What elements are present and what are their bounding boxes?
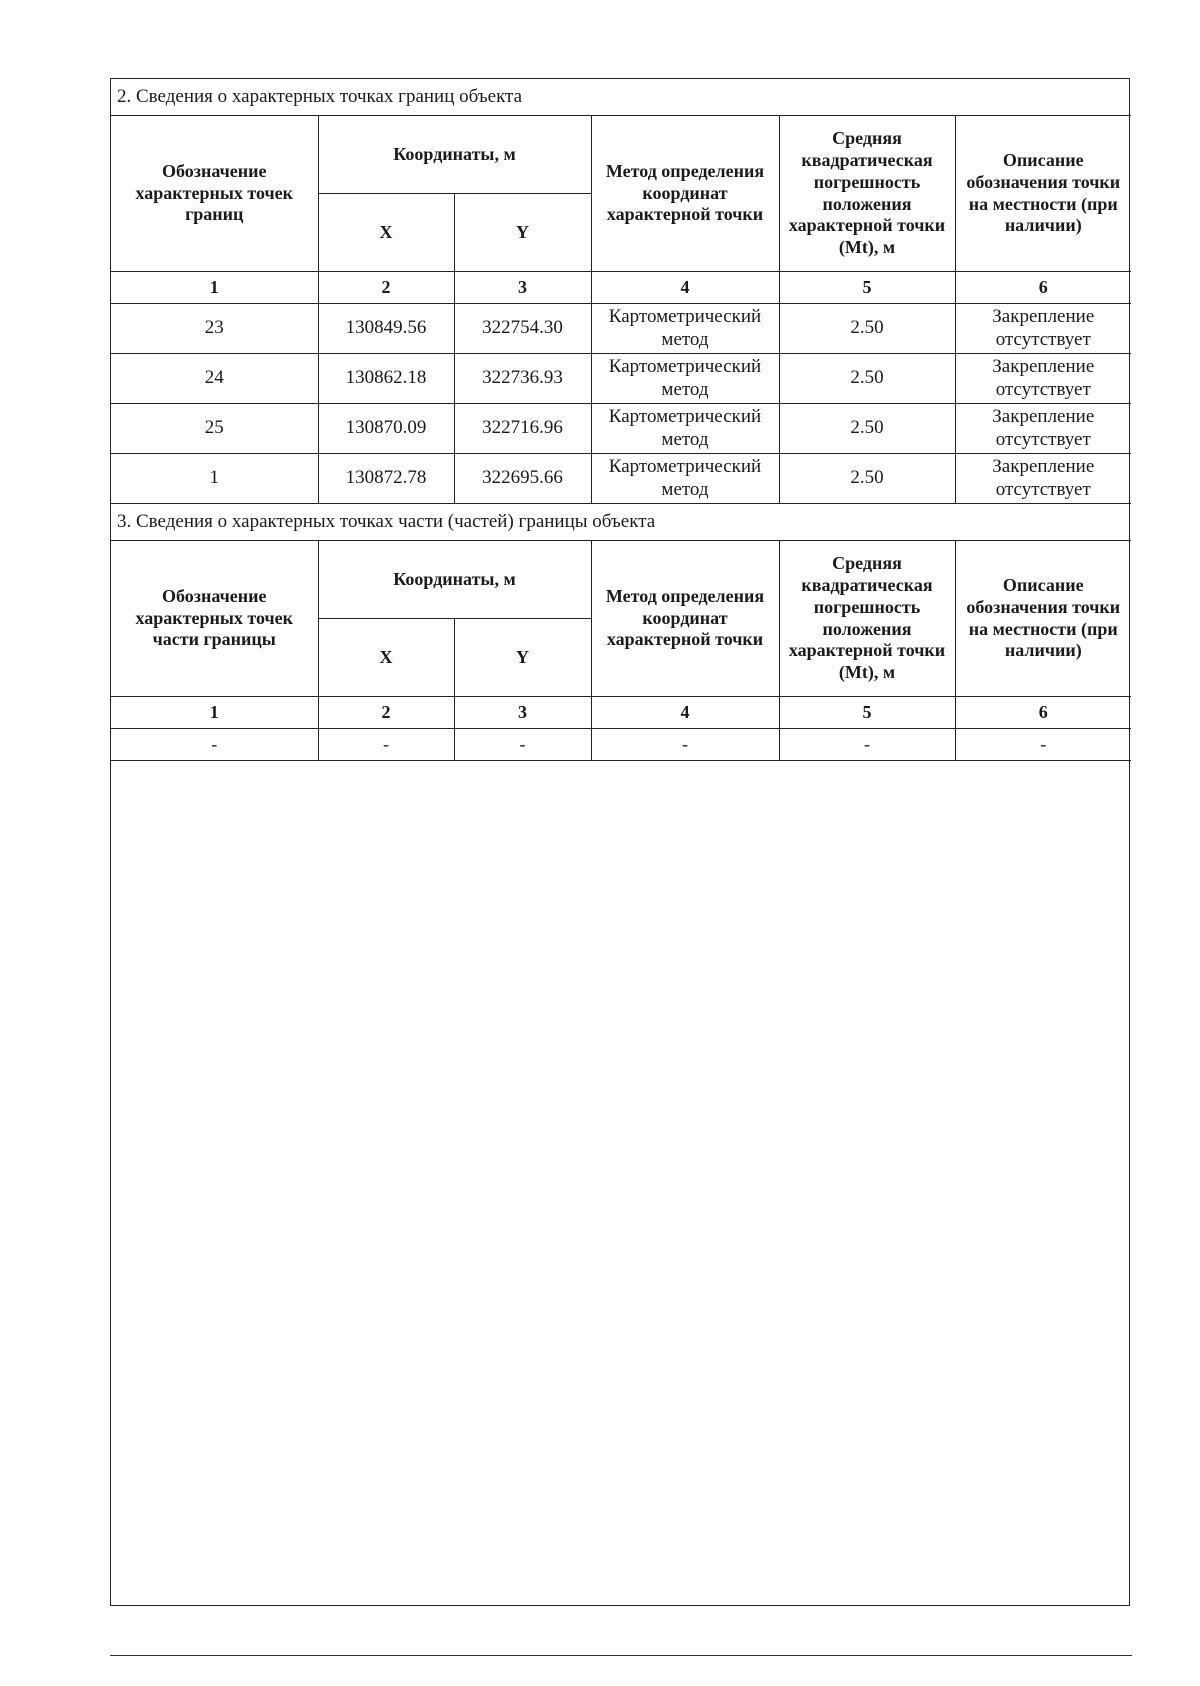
col-number: 5	[779, 697, 955, 729]
cell-empty: -	[454, 729, 591, 761]
cell-empty: -	[111, 729, 318, 761]
cell-point: 1	[111, 454, 318, 504]
cell-x: 130849.56	[318, 304, 454, 354]
cell-method: Картометрический метод	[591, 354, 779, 404]
header-description: Описание обозначения точки на местности (при наличии)	[955, 116, 1131, 272]
section-3-title: 3. Сведения о характерных точках части (частей) границы объекта	[111, 504, 1131, 541]
cell-description: Закрепление отсутствует	[955, 454, 1131, 504]
col-number: 4	[591, 697, 779, 729]
cell-empty: -	[779, 729, 955, 761]
document-frame	[110, 78, 1130, 1606]
cell-point: 23	[111, 304, 318, 354]
cell-description: Закрепление отсутствует	[955, 404, 1131, 454]
section-3-table	[111, 504, 1131, 761]
footer-rule	[110, 1655, 1132, 1656]
header-designation: Обозначение характерных точек границ	[111, 116, 318, 272]
table-row	[111, 454, 1131, 504]
cell-x: 130870.09	[318, 404, 454, 454]
col-number: 1	[111, 697, 318, 729]
col-number: 3	[454, 697, 591, 729]
table-row	[111, 729, 1131, 761]
section-2-title: 2. Сведения о характерных точках границ объекта	[111, 79, 1131, 116]
col-number: 5	[779, 272, 955, 304]
cell-empty: -	[318, 729, 454, 761]
header-coordinates: Координаты, м	[318, 541, 591, 619]
header-method: Метод определения координат характерной точки	[591, 541, 779, 697]
col-number: 3	[454, 272, 591, 304]
section-2-table	[111, 79, 1131, 504]
header-x: X	[318, 194, 454, 272]
cell-y: 322736.93	[454, 354, 591, 404]
cell-x: 130862.18	[318, 354, 454, 404]
cell-y: 322754.30	[454, 304, 591, 354]
col-number: 4	[591, 272, 779, 304]
cell-mt: 2.50	[779, 404, 955, 454]
cell-mt: 2.50	[779, 304, 955, 354]
cell-mt: 2.50	[779, 454, 955, 504]
header-y: Y	[454, 619, 591, 697]
cell-mt: 2.50	[779, 354, 955, 404]
header-description: Описание обозначения точки на местности (при наличии)	[955, 541, 1131, 697]
cell-point: 24	[111, 354, 318, 404]
col-number: 2	[318, 272, 454, 304]
col-number: 6	[955, 272, 1131, 304]
column-numbers-row	[111, 272, 1131, 304]
column-numbers-row	[111, 697, 1131, 729]
cell-method: Картометрический метод	[591, 404, 779, 454]
cell-point: 25	[111, 404, 318, 454]
header-error: Средняя квадратическая погрешность положения характерной точки (Mt), м	[779, 541, 955, 697]
cell-y: 322695.66	[454, 454, 591, 504]
cell-y: 322716.96	[454, 404, 591, 454]
table-row	[111, 404, 1131, 454]
header-error: Средняя квадратическая погрешность положения характерной точки (Mt), м	[779, 116, 955, 272]
col-number: 2	[318, 697, 454, 729]
cell-empty: -	[955, 729, 1131, 761]
header-method: Метод определения координат характерной точки	[591, 116, 779, 272]
header-coordinates: Координаты, м	[318, 116, 591, 194]
cell-empty: -	[591, 729, 779, 761]
header-designation: Обозначение характерных точек части границы	[111, 541, 318, 697]
header-x: X	[318, 619, 454, 697]
cell-method: Картометрический метод	[591, 304, 779, 354]
cell-method: Картометрический метод	[591, 454, 779, 504]
table-row	[111, 304, 1131, 354]
header-y: Y	[454, 194, 591, 272]
table-row	[111, 354, 1131, 404]
col-number: 6	[955, 697, 1131, 729]
cell-description: Закрепление отсутствует	[955, 354, 1131, 404]
cell-x: 130872.78	[318, 454, 454, 504]
cell-description: Закрепление отсутствует	[955, 304, 1131, 354]
col-number: 1	[111, 272, 318, 304]
